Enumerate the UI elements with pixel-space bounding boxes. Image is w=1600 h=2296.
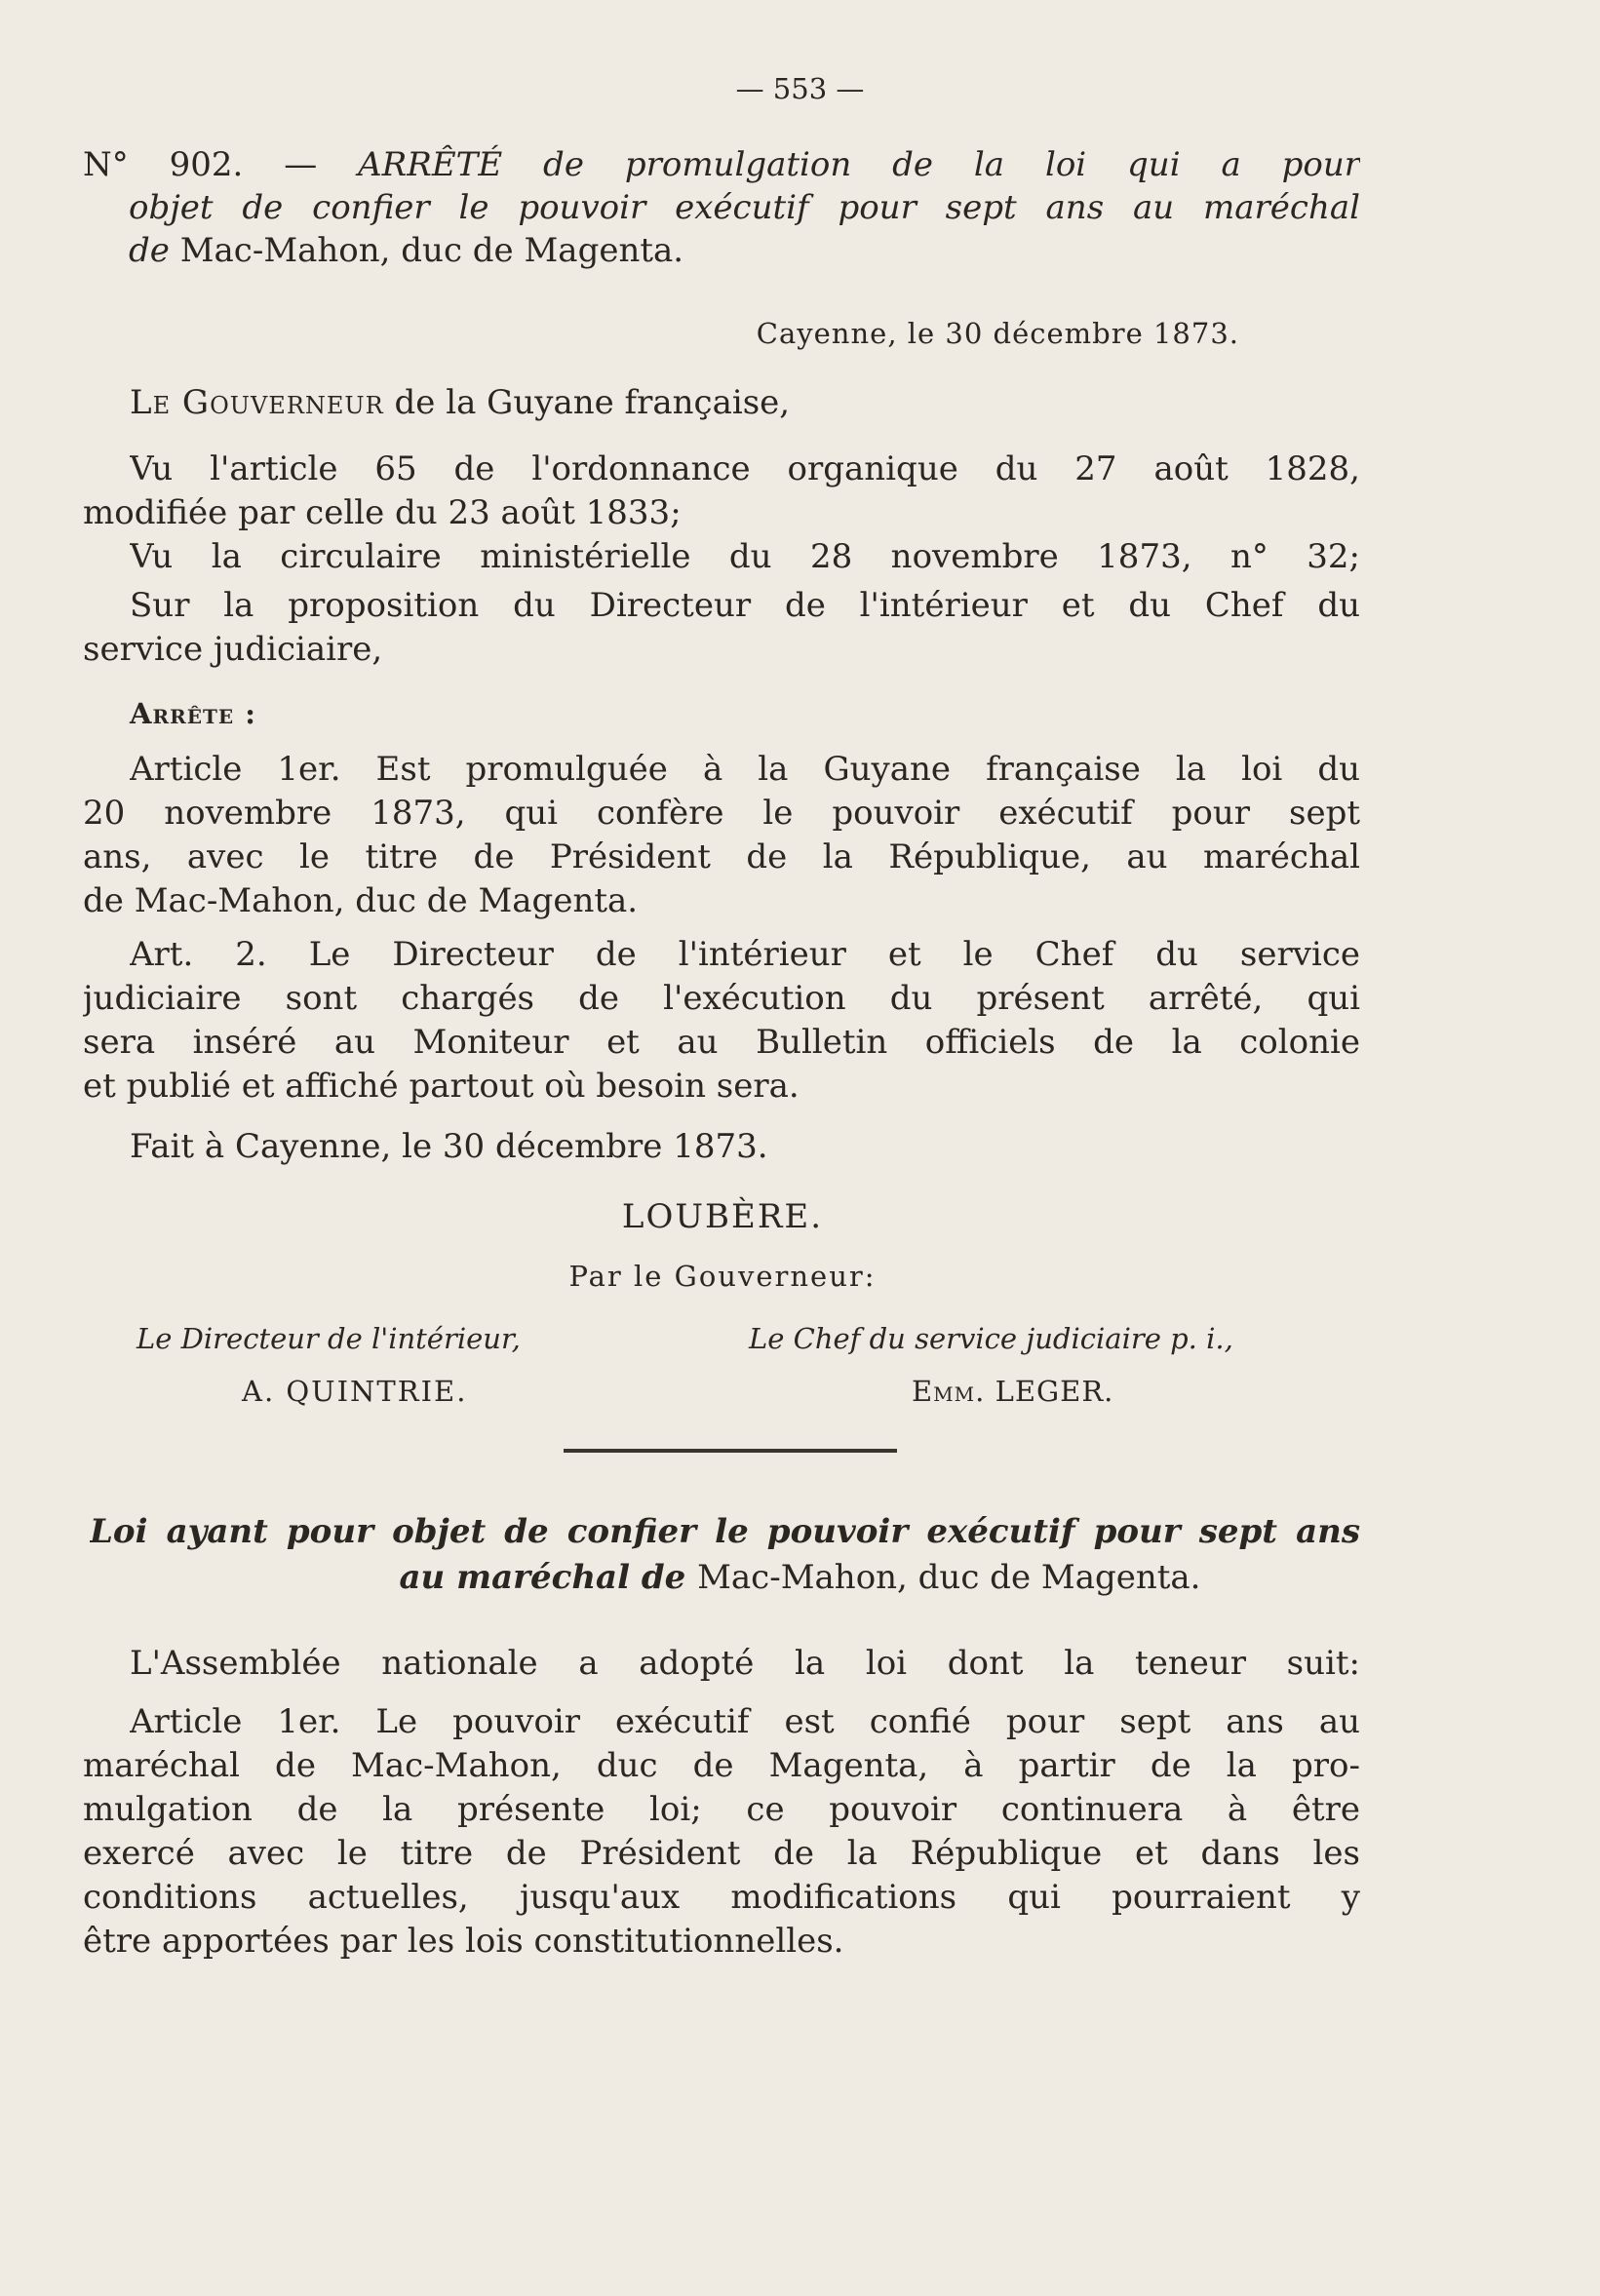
place-date: Cayenne, le 30 décembre 1873. [756, 317, 1239, 350]
loi-title-line-2: au maréchal de Mac-Mahon, duc de Magenta. [399, 1558, 1201, 1597]
governor-line: Le Gouverneur de la Guyane française, [130, 383, 791, 422]
article-line-1: Article 1er. Est promulguée à la Guyane française la loi du [130, 750, 1360, 789]
article-line-3: ans, avec le titre de Président de la République, au maréchal [83, 837, 1360, 876]
article-line-2: 20 novembre 1873, qui confère le pouvoir exécutif pour sept [83, 794, 1360, 833]
loi-article-line-1: Article 1er. Le pouvoir exécutif est confié pour sept ans au [130, 1702, 1360, 1741]
signature: LOUBÈRE. [621, 1197, 824, 1236]
body-line-1: Vu l'article 65 de l'ordonnance organique du 27 août 1828, [130, 449, 1360, 488]
article-line-6: judiciaire sont chargés de l'exécution du présent arrêté, qui [83, 979, 1360, 1018]
article-line-7: sera inséré au Moniteur et au Bulletin officiels de la colonie [83, 1023, 1360, 1062]
arrete-heading-line-2: objet de confier le pouvoir exécutif pour sept ans au maréchal [129, 188, 1360, 227]
article-line-4: de Mac-Mahon, duc de Magenta. [83, 881, 639, 920]
body-line-5: service judiciaire, [83, 630, 383, 669]
body-line-2: modifiée par celle du 23 août 1833; [83, 493, 682, 532]
left-signatory-title: Le Directeur de l'intérieur, [137, 1322, 521, 1355]
page-number: — 553 — [735, 72, 865, 105]
loi-article-line-5: conditions actuelles, jusqu'aux modifications qui pourraient y [83, 1878, 1360, 1917]
loi-title-line-1: Loi ayant pour objet de confier le pouvoir exécutif pour sept ans [90, 1512, 1360, 1551]
right-signatory-title: Le Chef du service judiciaire p. i., [749, 1322, 1233, 1355]
body-line-4: Sur la proposition du Directeur de l'intérieur et du Chef du [130, 586, 1360, 625]
loi-article-line-6: être apportées par les lois constitutionnelles. [83, 1922, 844, 1961]
loi-intro: L'Assemblée nationale a adopté la loi dont la teneur suit: [130, 1644, 1360, 1683]
right-signatory-name: Emm. LEGER. [912, 1375, 1114, 1408]
arrete-word: Arrête : [130, 697, 256, 730]
section-divider [564, 1449, 897, 1453]
article-line-8: et publié et affiché partout où besoin sera. [83, 1067, 800, 1106]
loi-article-line-3: mulgation de la présente loi; ce pouvoir continuera à être [83, 1790, 1360, 1829]
arrete-heading-line-1: N° 902. — ARRÊTÉ de promulgation de la loi qui a pour [83, 145, 1360, 184]
body-line-3: Vu la circulaire ministérielle du 28 novembre 1873, n° 32; [130, 537, 1360, 576]
fait-line: Fait à Cayenne, le 30 décembre 1873. [130, 1127, 768, 1166]
loi-article-line-2: maréchal de Mac-Mahon, duc de Magenta, à partir de la pro- [83, 1746, 1360, 1785]
par-le-gouverneur: Par le Gouverneur: [568, 1260, 877, 1293]
left-signatory-name: A. QUINTRIE. [242, 1375, 468, 1408]
article-line-5: Art. 2. Le Directeur de l'intérieur et le Chef du service [130, 935, 1360, 974]
arrete-number: N° 902. — [83, 145, 359, 184]
arrete-heading-line-3: de Mac-Mahon, duc de Magenta. [129, 231, 684, 270]
loi-article-line-4: exercé avec le titre de Président de la République et dans les [83, 1834, 1360, 1873]
